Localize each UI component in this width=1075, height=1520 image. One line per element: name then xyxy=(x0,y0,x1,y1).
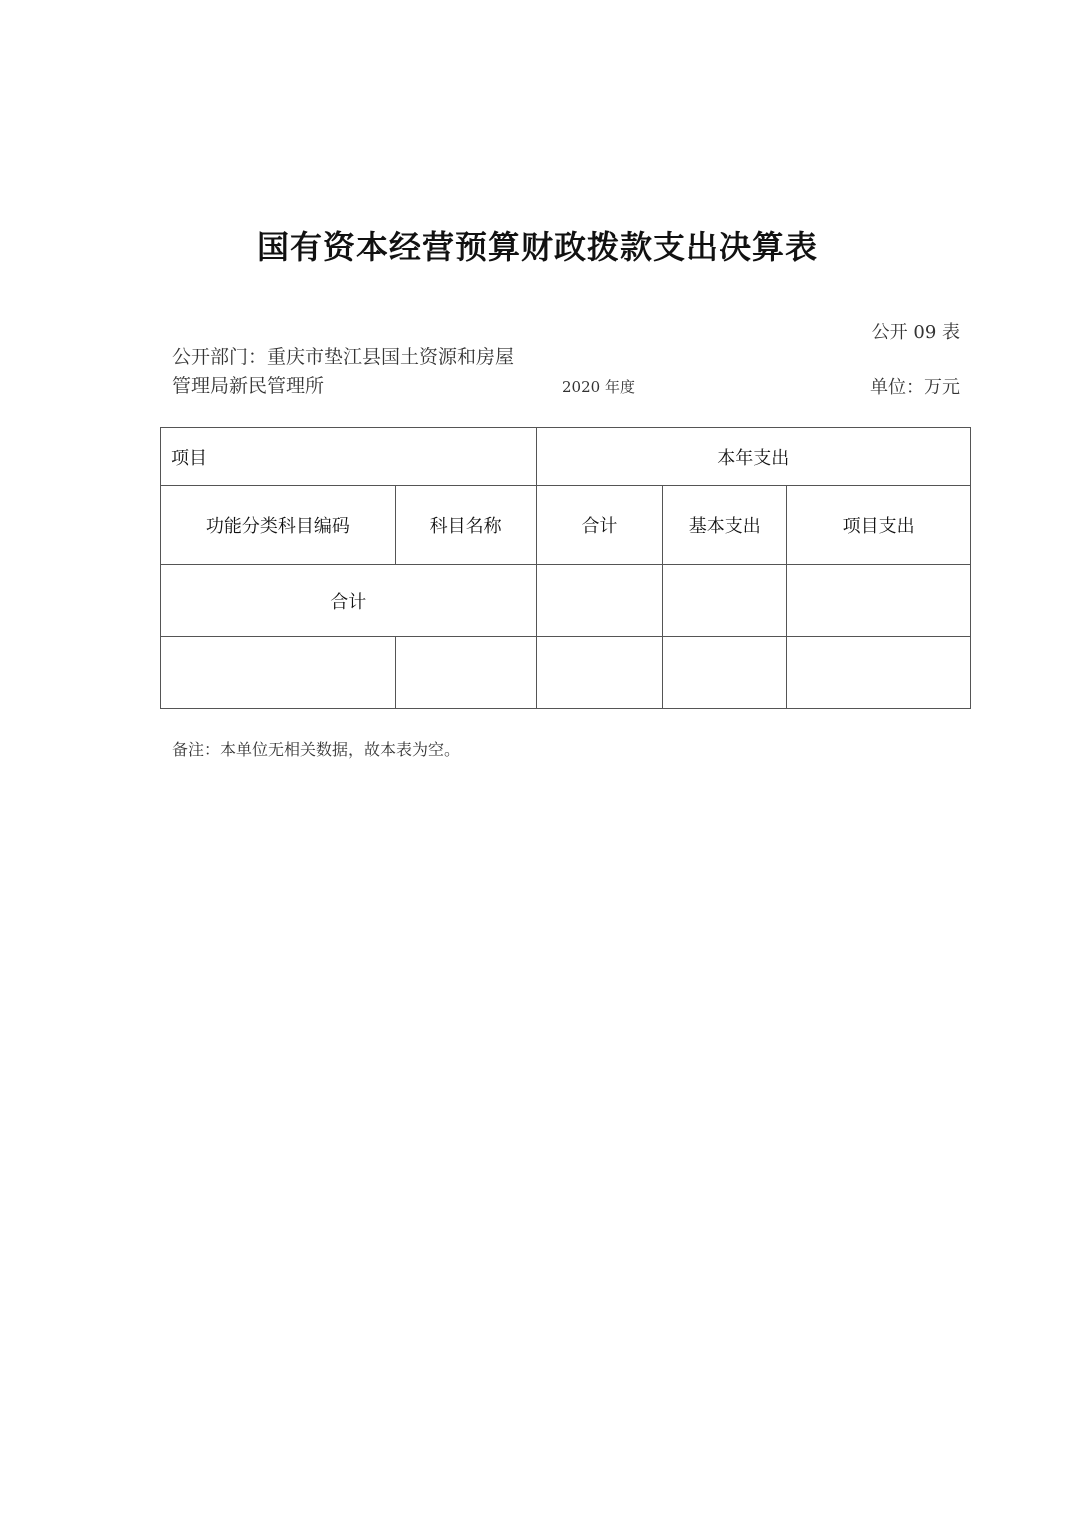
column-project: 项目支出 xyxy=(787,486,971,565)
table-header-row xyxy=(161,428,971,486)
document-title: 国有资本经营预算财政拨款支出决算表 xyxy=(256,228,818,266)
budget-table xyxy=(160,427,971,709)
column-name: 科目名称 xyxy=(395,486,536,565)
row-basic xyxy=(663,637,787,709)
row-code xyxy=(161,637,396,709)
total-row-project xyxy=(787,565,971,637)
row-project xyxy=(787,637,971,709)
column-header-row xyxy=(161,486,971,565)
department-label: 公开部门：重庆市垫江县国土资源和房屋管理局新民管理所 xyxy=(172,346,515,397)
total-row-label: 合计 xyxy=(161,565,537,637)
total-row-total xyxy=(536,565,663,637)
currency-unit: 单位：万元 xyxy=(870,377,960,398)
column-code: 功能分类科目编码 xyxy=(161,486,396,565)
total-row-basic xyxy=(663,565,787,637)
table-number: 公开 09 表 xyxy=(871,322,960,343)
column-basic: 基本支出 xyxy=(663,486,787,565)
fiscal-year: 2020 年度 xyxy=(562,378,635,396)
table-row xyxy=(161,637,971,709)
total-row xyxy=(161,565,971,637)
row-name xyxy=(395,637,536,709)
header-item: 项目 xyxy=(161,428,537,486)
footnote: 备注：本单位无相关数据，故本表为空。 xyxy=(172,740,461,759)
column-total: 合计 xyxy=(536,486,663,565)
header-current-year: 本年支出 xyxy=(536,428,970,486)
row-total xyxy=(536,637,663,709)
